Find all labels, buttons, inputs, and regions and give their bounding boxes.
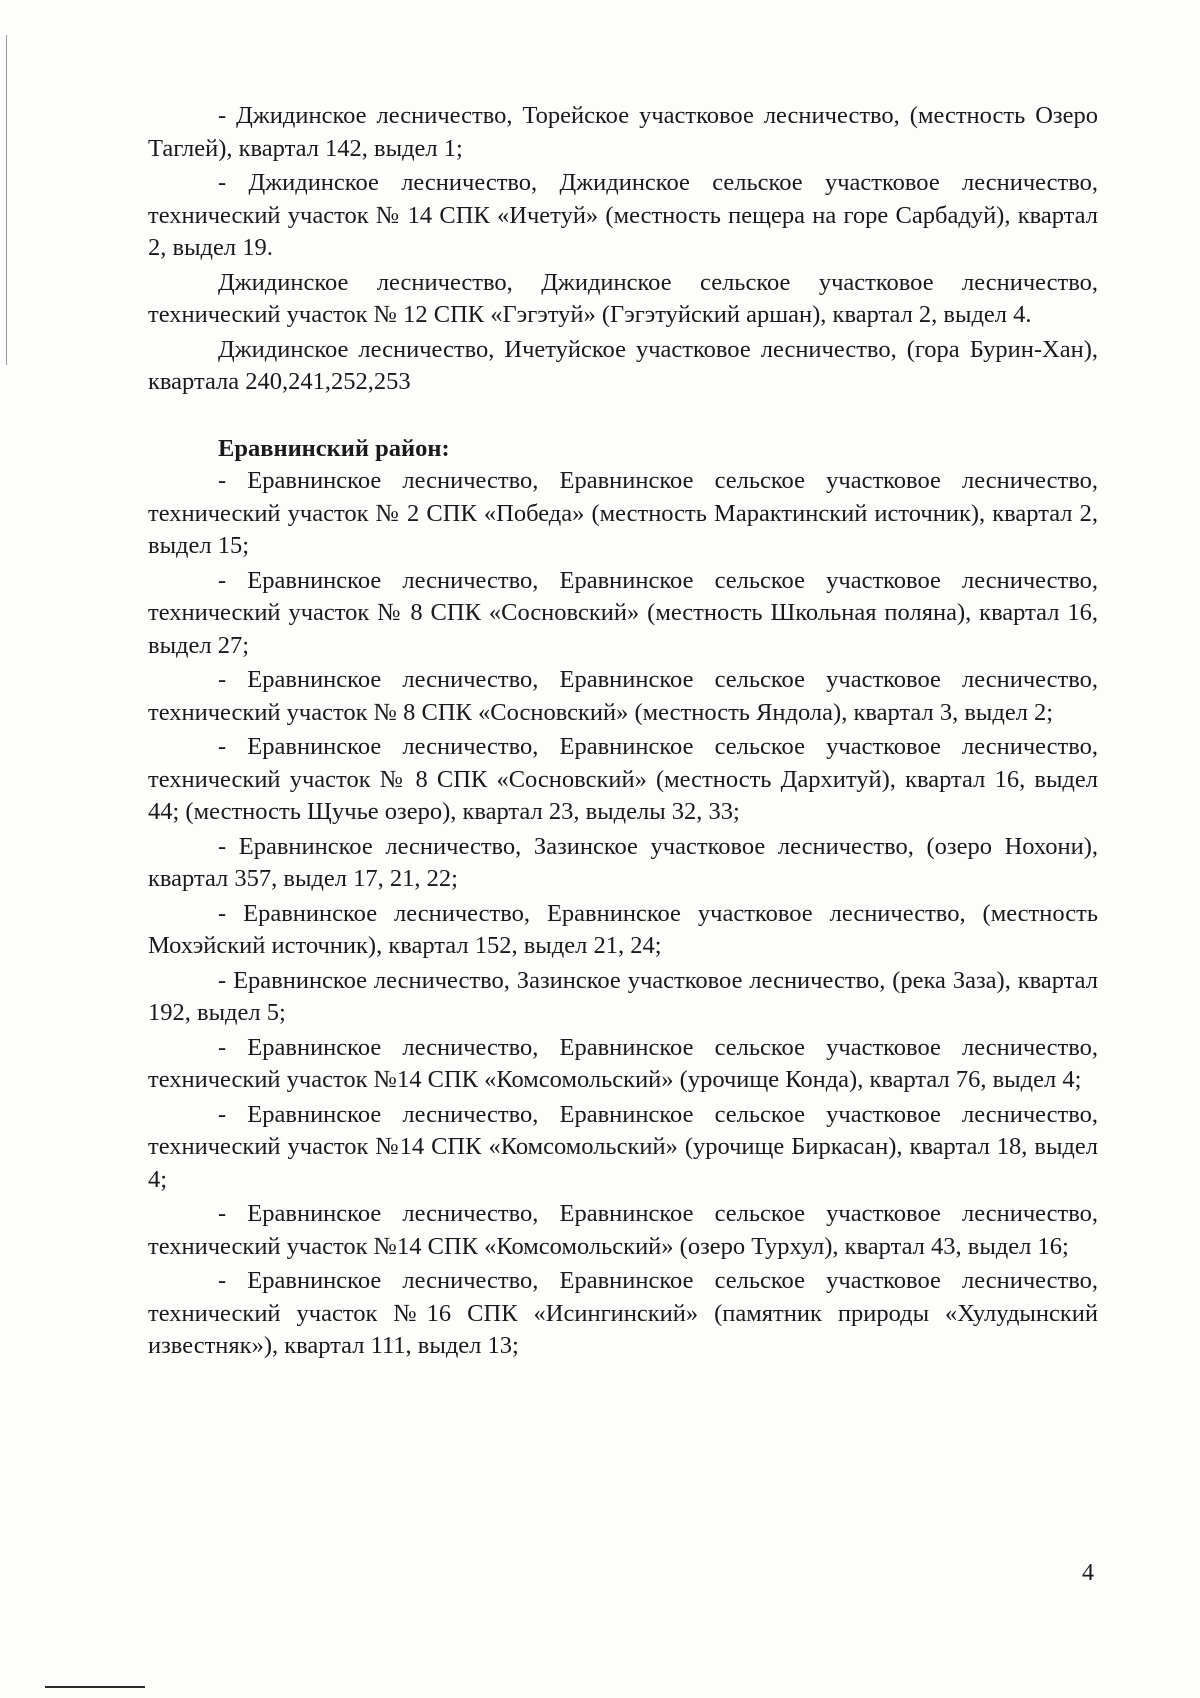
- paragraph-burin-khan: Джидинское лесничество, Ичетуйское участковое лесничество, (гора Бурин-Хан), квартала 240,241,252,253: [148, 335, 1098, 395]
- paragraph-shkolnaya-polyana: - Еравнинское лесничество, Еравнинское сельское участковое лесничество, технический участок № 8 СПК «Сосновский» (местность Школьная поляна), квартал 16, выдел 27;: [148, 566, 1098, 659]
- paragraph-gegetuy: Джидинское лесничество, Джидинское сельское участковое лесничество, технический участок № 12 СПК «Гэгэтуй» (Гэгэтуйский аршан), квартал 2, выдел 4.: [148, 268, 1098, 328]
- document-body: [148, 100, 1098, 1365]
- paragraph-ichetuy: - Джидинское лесничество, Джидинское сельское участковое лесничество, технический участок № 14 СПК «Ичетуй» (местность пещера на горе Сарбадуй), квартал 2, выдел 19.: [148, 169, 1098, 261]
- paragraph-yandola: - Еравнинское лесничество, Еравнинское сельское участковое лесничество, технический участок № 8 СПК «Сосновский» (местность Яндола), квартал 3, выдел 2;: [148, 666, 1098, 726]
- bottom-rule: [45, 1686, 145, 1688]
- paragraph-torey: - Джидинское лесничество, Торейское участковое лесничество, (местность Озеро Таглей), квартал 142, выдел 1;: [148, 102, 1098, 162]
- section-heading-eravninsky: Еравнинский район:: [218, 434, 450, 462]
- paragraph-nokhoni: - Еравнинское лесничество, Зазинское участковое лесничество, (озеро Нохони), квартал 357, выдел 17, 21, 22;: [148, 832, 1098, 892]
- paragraph-zaza: - Еравнинское лесничество, Зазинское участковое лесничество, (река Заза), квартал 192, выдел 5;: [148, 966, 1098, 1026]
- paragraph-konda: - Еравнинское лесничество, Еравнинское сельское участковое лесничество, технический участок №14 СПК «Комсомольский» (урочище Конда), квартал 76, выдел 4;: [148, 1033, 1098, 1093]
- margin-scan-line: [6, 35, 7, 365]
- paragraph-birkasan: - Еравнинское лесничество, Еравнинское сельское участковое лесничество, технический участок №14 СПК «Комсомольский» (урочище Биркасан), квартал 18, выдел 4;: [148, 1100, 1098, 1193]
- paragraph-mokheysky: - Еравнинское лесничество, Еравнинское участковое лесничество, (местность Мохэйский источник), квартал 152, выдел 21, 24;: [148, 899, 1098, 959]
- paragraph-turkhul: - Еравнинское лесничество, Еравнинское сельское участковое лесничество, технический участок №14 СПК «Комсомольский» (озеро Турхул), квартал 43, выдел 16;: [148, 1200, 1098, 1260]
- paragraph-khuludynsky: - Еравнинское лесничество, Еравнинское сельское участковое лесничество, технический участок №16 СПК «Исингинский» (памятник природы «Хулудынский известняк»), квартал 111, выдел 13;: [148, 1267, 1098, 1359]
- paragraph-darkhituy: - Еравнинское лесничество, Еравнинское сельское участковое лесничество, технический участок № 8 СПК «Сосновский» (местность Дархитуй), квартал 16, выдел 44; (местность Щучье озеро), квартал 23, выделы 32, 33;: [148, 733, 1098, 825]
- paragraph-pobeda: - Еравнинское лесничество, Еравнинское сельское участковое лесничество, технический участок № 2 СПК «Победа» (местность Марактинский источник), квартал 2, выдел 15;: [148, 467, 1098, 559]
- page-number: 4: [1082, 1560, 1094, 1586]
